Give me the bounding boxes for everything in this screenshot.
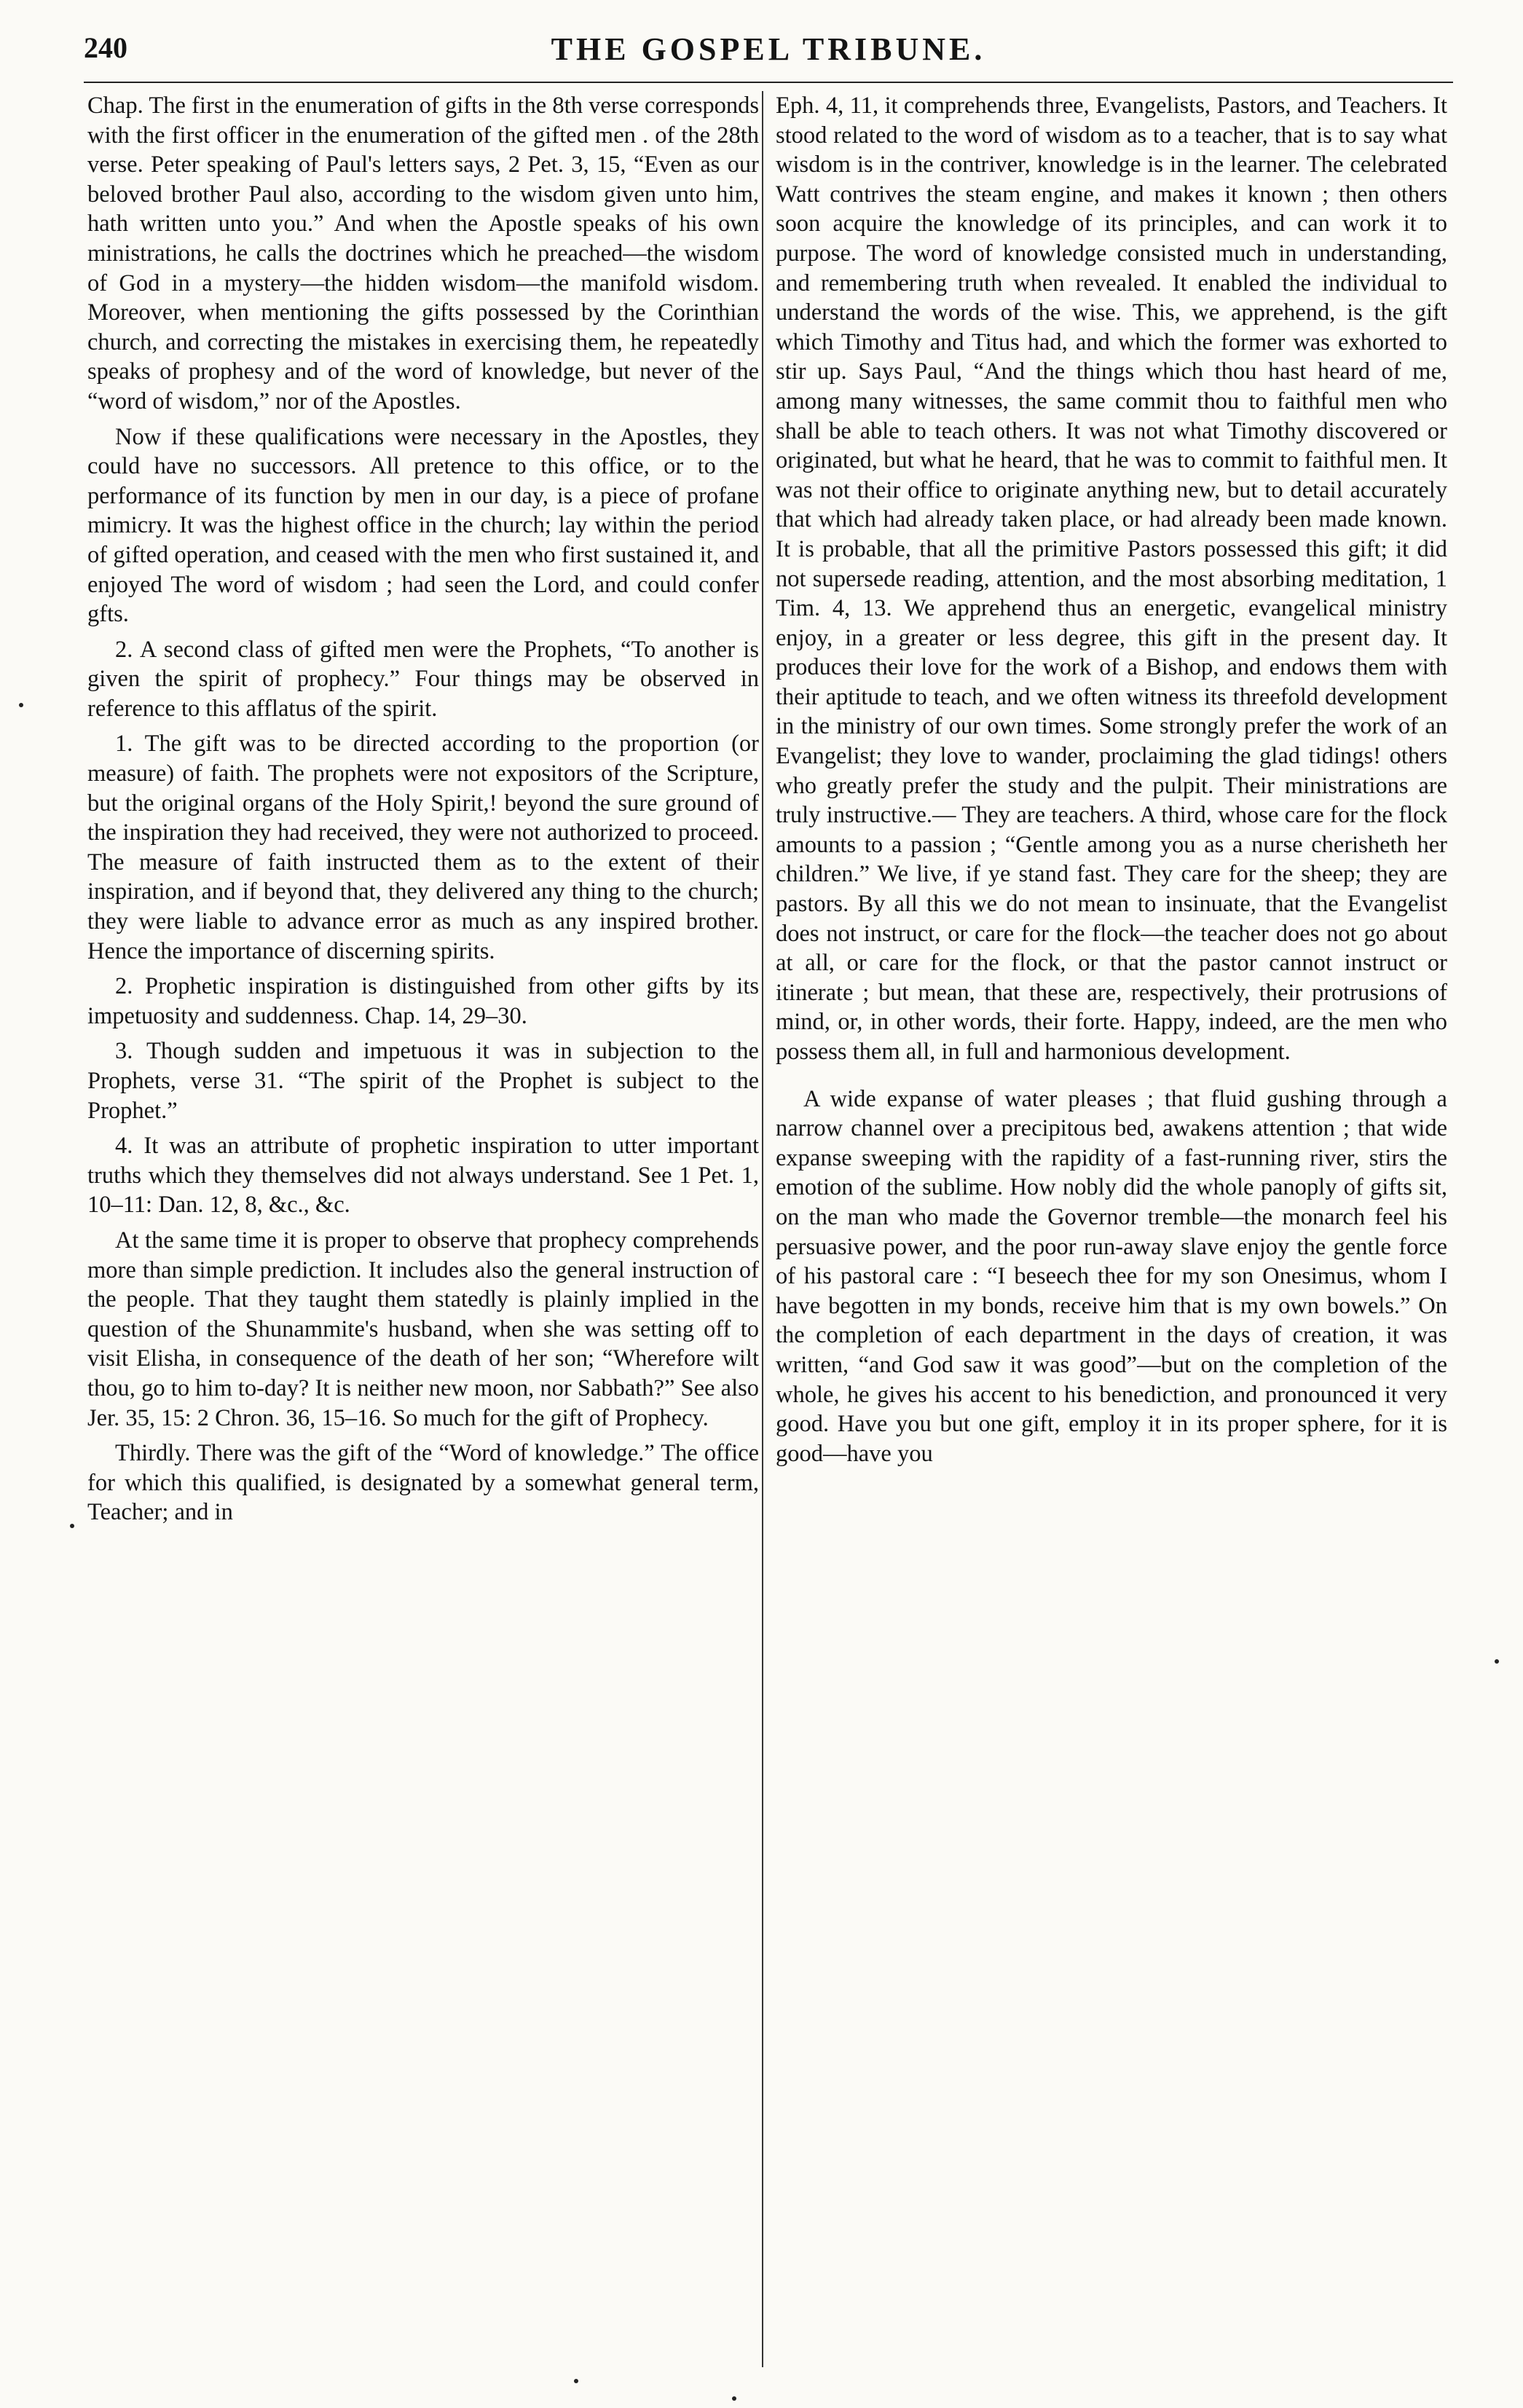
- paragraph: 1. The gift was to be directed according to the proportion (or measure) of faith. The prophets were not expositors of the Scripture, but the original organs of the Holy Spirit,! beyond the sure ground of the inspiration they had received, they were not authorized to proceed. The measure of faith instructed them as to the extent of their inspiration, and if beyond that, they delivered any thing to the church; they were liable to advance error as much as any inspired brother. Hence the importance of discerning spirits.: [87, 731, 759, 964]
- page-number: 240: [84, 31, 127, 64]
- ink-speck: [19, 703, 23, 707]
- ink-speck: [574, 2379, 578, 2383]
- left-column: [87, 91, 759, 1533]
- column-divider: [762, 91, 763, 2367]
- paragraph: Chap. The first in the enumeration of gifts in the 8th verse corresponds with the first officer in the enumeration of the gifted men . of the 28th verse. Peter speaking of Paul's letters says, 2 Pet. 3, 15, “Even as our beloved brother Paul also, according to the wisdom given unto him, hath written unto you.” And when the Apostle speaks of his own ministrations, he calls the doctrines which he preached—the wisdom of God in a mystery—the hidden wisdom—the manifold wisdom. Moreover, when mentioning the gifts possessed by the Corinthian church, and correcting the mistakes in exercising them, he repeatedly speaks of prophesy and of the word of knowledge, but never of the “word of wisdom,” nor of the Apostles.: [87, 93, 759, 414]
- paragraph: 3. Though sudden and impetuous it was in subjection to the Prophets, verse 31. “The spirit of the Prophet is subject to the Prophet.”: [87, 1038, 759, 1124]
- journal-title: THE GOSPEL TRIBUNE.: [551, 31, 986, 67]
- paragraph: 2. Prophetic inspiration is distinguished from other gifts by its impetuosity and suddenness. Chap. 14, 29–30.: [87, 973, 759, 1029]
- paragraph: A wide expanse of water pleases ; that fluid gushing through a narrow channel over a precipitous bed, awakens attention ; that wide expanse sweeping with the rapidity of a fast-running river, stirs the emotion of the sublime. How nobly did the whole panoply of gifts sit, on the man who made the Governor tremble—the monarch feel his persuasive power, and the poor run-away slave enjoy the gentle force of his pastoral care : “I beseech thee for my son Onesimus, whom I have begotten in my bonds, receive him that is my own bowels.” On the completion of each department in the days of creation, it was written, “and God saw it was good”—but on the completion of the whole, he gives his accent to his benediction, and pronounced it very good. Have you but one gift, employ it in its proper sphere, for it is good—have you: [776, 1085, 1447, 1467]
- header-rule: [84, 82, 1453, 83]
- ink-speck: [732, 2396, 736, 2401]
- page-header: [84, 31, 1453, 82]
- paragraph: Now if these qualifications were necessary in the Apostles, they could have no successors. All pretence to this office, or to the performance of its function by men in our day, is a piece of profane mimicry. It was the highest office in the church; lay within the period of gifted operation, and ceased with the men who first sustained it, and enjoyed The word of wisdom ; had seen the Lord, and could confer gfts.: [87, 423, 759, 628]
- paragraph: At the same time it is proper to observe that prophecy comprehends more than simple prediction. It includes also the general instruction of the people. That they taught them statedly is plainly implied in the question of the Shunammite's husband, when she was setting off to visit Elisha, in consequence of the death of her son; “Wherefore wilt thou, go to him to-day? It is neither new moon, nor Sabbath?” See also Jer. 35, 15: 2 Chron. 36, 15–16. So much for the gift of Prophecy.: [87, 1227, 759, 1431]
- paragraph: 4. It was an attribute of prophetic inspiration to utter important truths which they themselves did not always understand. See 1 Pet. 1, 10–11: Dan. 12, 8, &c., &c.: [87, 1133, 759, 1219]
- right-column: [776, 91, 1447, 1474]
- paragraph: Thirdly. There was the gift of the “Word of knowledge.” The office for which this qualified, is designated by a somewhat general term, Teacher; and in: [87, 1440, 759, 1526]
- ink-speck: [70, 1524, 74, 1528]
- paragraph: 2. A second class of gifted men were the Prophets, “To another is given the spirit of prophecy.” Four things may be observed in reference to this afflatus of the spirit.: [87, 636, 759, 722]
- ink-speck: [1495, 1659, 1499, 1664]
- paragraph: Eph. 4, 11, it comprehends three, Evangelists, Pastors, and Teachers. It stood related to the word of wisdom as to a teacher, that is to say what wisdom is in the contriver, knowledge is in the learner. The celebrated Watt contrives the steam engine, and makes it known ; then others soon acquire the knowledge of its principles, and can work it to purpose. The word of knowledge consisted much in understanding, and remembering truth when revealed. It enabled the individual to understand the words of the wise. This, we apprehend, is the gift which Timothy and Titus had, and which the former was exhorted to stir up. Says Paul, “And the things which thou hast heard of me, among many witnesses, the same commit thou to faithful men who shall be able to teach others. It was not what Timothy discovered or originated, but what he heard, that he was to commit to faithful men. It was not their office to originate anything new, but to detail accurately that which had already taken place, or had already been made known. It is probable, that all the primitive Pastors possessed this gift; it did not supersede reading, attention, and the most absorbing meditation, 1 Tim. 4, 13. We apprehend thus an energetic, evangelical ministry enjoy, in a greater or less degree, this gift in the present day. It produces their love for the work of a Bishop, and endows them with their aptitude to teach, and we often witness its threefold development in the ministry of our own times. Some strongly prefer the work of an Evangelist; they love to wander, proclaiming the glad tidings! others who greatly prefer the study and the pulpit. Their ministrations are truly instructive.— They are teachers. A third, whose care for the flock amounts to a passion ; “Gentle among you as a nurse cherisheth her children.” We live, if ye stand fast. They care for the sheep; they are pastors. By all this we do not mean to insinuate, that the Evangelist does not instruct, or care for the flock—the teacher does not go about at all, or care for the flock, or that the pastor cannot instruct or itinerate ; but mean, that these are, respectively, their protrusions of mind, or, in other words, their forte. Happy, indeed, are the men who possess them all, in full and harmonious development.: [776, 93, 1447, 1065]
